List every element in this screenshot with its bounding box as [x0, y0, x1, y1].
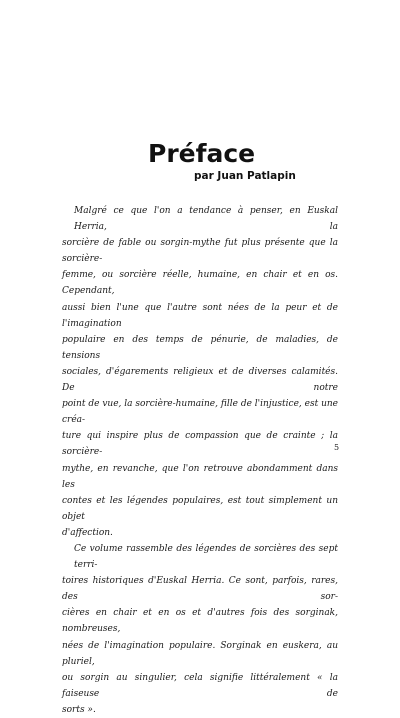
- text-line: aussi bien l'une que l'autre sont nées de la peur et de l'imagination: [62, 302, 338, 329]
- text-line: sorts ».: [62, 704, 96, 715]
- author-byline: par Juan Patlapin: [194, 170, 296, 182]
- text-line: point de vue, la sorcière-humaine, fille de l'injustice, est une créa-: [62, 399, 338, 426]
- text-line: populaire en des temps de pénurie, de maladies, de tensions: [62, 334, 338, 361]
- text-line: Ce volume rassemble des légendes de sorcières des sept terri-: [74, 543, 338, 571]
- text-line: sorcière de fable ou sorgin-mythe fut plus présente que la sorcière-: [62, 238, 338, 265]
- text-line: nées de l'imagination populaire. Sorginak en euskera, au pluriel,: [62, 640, 338, 667]
- text-line: d'affection.: [62, 527, 113, 538]
- page-number: 5: [334, 443, 340, 452]
- text-line: toires historiques d'Euskal Herria. Ce sont, parfois, rares, des sor-: [62, 576, 338, 603]
- text-line: contes et les légendes populaires, est tout simplement un objet: [62, 495, 338, 522]
- text-line: femme, ou sorcière réelle, humaine, en chair et en os. Cependant,: [62, 270, 338, 297]
- text-line: sociales, d'égarements religieux et de diverses calamités. De notre: [62, 366, 338, 394]
- text-line: ture qui inspire plus de compassion que de crainte ; la sorcière-: [62, 431, 338, 458]
- page-title: Préface: [148, 139, 256, 168]
- text-line: cières en chair et en os et d'autres fois des sorginak, nombreuses,: [62, 608, 338, 635]
- text-line: mythe, en revanche, que l'on retrouve abondamment dans les: [62, 463, 338, 490]
- text-line: ou sorgin au singulier, cela signifie littéralement « la faiseuse de: [62, 672, 338, 699]
- preface-body: [62, 203, 338, 718]
- text-line: Malgré ce que l'on a tendance à penser, en Euskal Herria, la: [74, 206, 338, 233]
